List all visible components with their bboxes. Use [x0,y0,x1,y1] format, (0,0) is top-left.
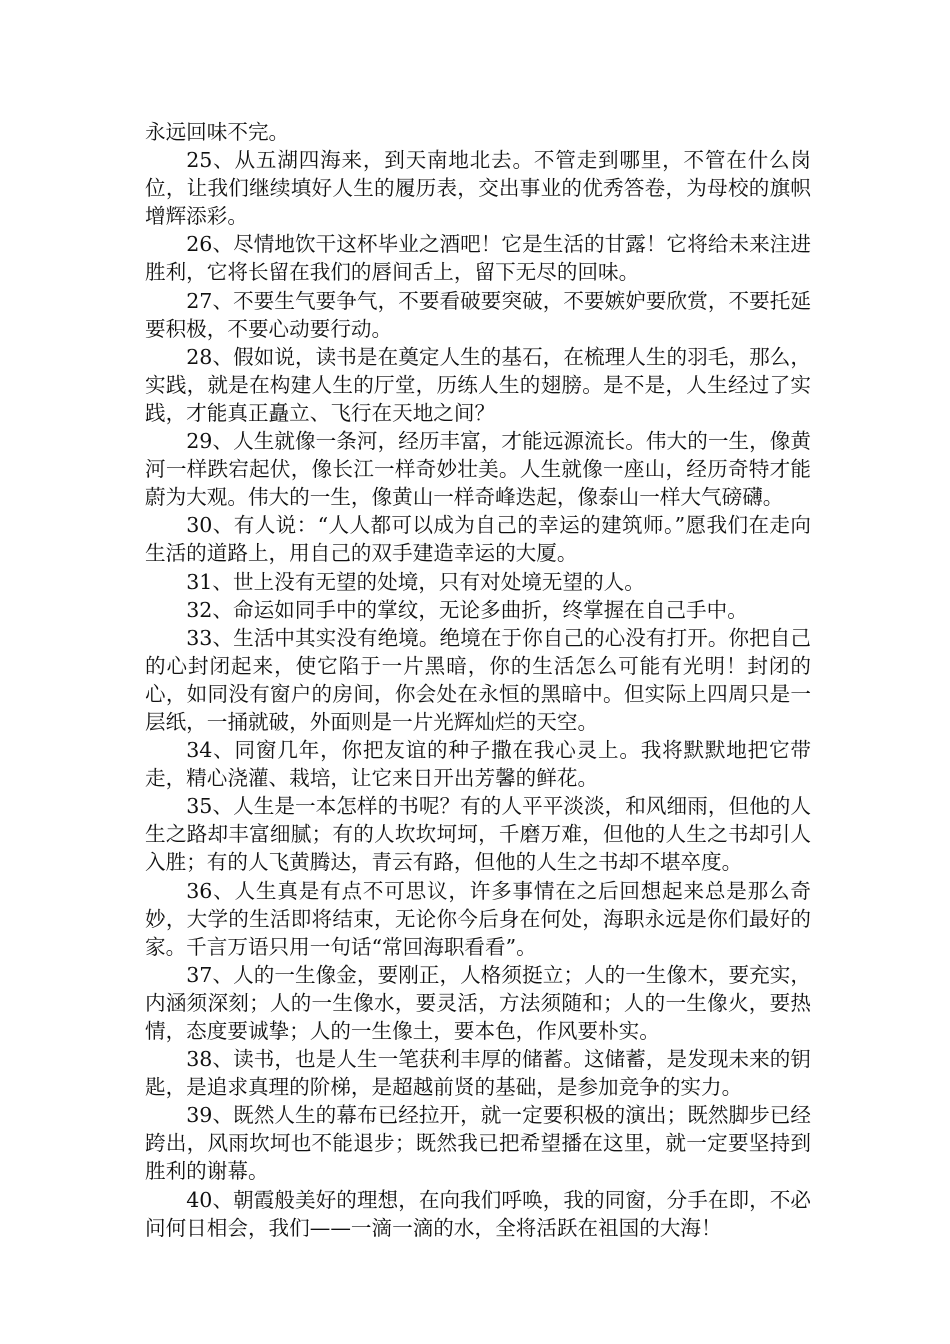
paragraph-continuation: 永远回味不完。 [145,120,290,144]
paragraph-32: 32、命运如同手中的掌纹，无论多曲折，终掌握在自己手中。 [186,597,748,622]
paragraph-26: 26、尽情地饮干这杯毕业之酒吧！它是生活的甘露！它将给未来注进胜利，它将长留在我们的唇间舌上，留下无尽的回味。 [145,232,811,285]
paragraph-39: 39、既然人生的幕布已经拉开，就一定要积极的演出；既然脚步已经跨出，风雨坎坷也不能退步；既然我已把希望播在这里，就一定要坚持到胜利的谢幕。 [145,1103,811,1184]
paragraph-31: 31、世上没有无望的处境，只有对处境无望的人。 [186,569,645,594]
paragraph-38: 38、读书，也是人生一笔获利丰厚的储蓄。这储蓄，是发现未来的钥匙，是追求真理的阶梯，是超越前贤的基础，是参加竞争的实力。 [145,1047,811,1100]
paragraph-34: 34、同窗几年，你把友谊的种子撒在我心灵上。我将默默地把它带走，精心浇灌、栽培，让它来日开出芳馨的鲜花。 [145,738,811,791]
paragraph-30: 30、有人说：“人人都可以成为自己的幸运的建筑师。”愿我们在走向生活的道路上，用自己的双手建造幸运的大厦。 [145,513,811,566]
paragraph-37: 37、人的一生像金，要刚正，人格须挺立；人的一生像木，要充实，内涵须深刻；人的一生像水，要灵活，方法须随和；人的一生像火，要热情，态度要诚挚；人的一生像土，要本色，作风要朴实。 [145,962,811,1043]
paragraph-33: 33、生活中其实没有绝境。绝境在于你自己的心没有打开。你把自己的心封闭起来，使它陷于一片黑暗，你的生活怎么可能有光明！封闭的心，如同没有窗户的房间，你会处在永恒的黑暗中。但实际上四周只是一层纸，一捅就破，外面则是一片光辉灿烂的天空。 [145,625,811,734]
document-page [145,118,811,1242]
paragraph-29: 29、人生就像一条河，经历丰富，才能远源流长。伟大的一生，像黄河一样跌宕起伏，像长江一样奇妙壮美。人生就像一座山，经历奇特才能蔚为大观。伟大的一生，像黄山一样奇峰迭起，像泰山一样大气磅礴。 [145,429,811,510]
paragraph-28: 28、假如说，读书是在奠定人生的基石，在梳理人生的羽毛，那么，实践，就是在构建人生的厅堂，历练人生的翅膀。是不是，人生经过了实践，才能真正矗立、飞行在天地之间？ [145,344,811,425]
paragraph-35: 35、人生是一本怎样的书呢？有的人平平淡淡，和风细雨，但他的人生之路却丰富细腻；有的人坎坎坷坷，千磨万难，但他的人生之书却引人入胜；有的人飞黄腾达，青云有路，但他的人生之书却不堪卒度。 [145,794,811,875]
paragraph-36: 36、人生真是有点不可思议，许多事情在之后回想起来总是那么奇妙，大学的生活即将结束，无论你今后身在何处，海职永远是你们最好的家。千言万语只用一句话“常回海职看看”。 [145,878,811,959]
paragraph-40: 40、朝霞般美好的理想，在向我们呼唤，我的同窗，分手在即，不必问何日相会，我们——一滴一滴的水，全将活跃在祖国的大海！ [145,1187,811,1240]
paragraph-25: 25、从五湖四海来，到天南地北去。不管走到哪里，不管在什么岗位，让我们继续填好人生的履历表，交出事业的优秀答卷，为母校的旗帜增辉添彩。 [145,148,811,229]
paragraph-27: 27、不要生气要争气，不要看破要突破，不要嫉妒要欣赏，不要托延要积极，不要心动要行动。 [145,288,811,341]
